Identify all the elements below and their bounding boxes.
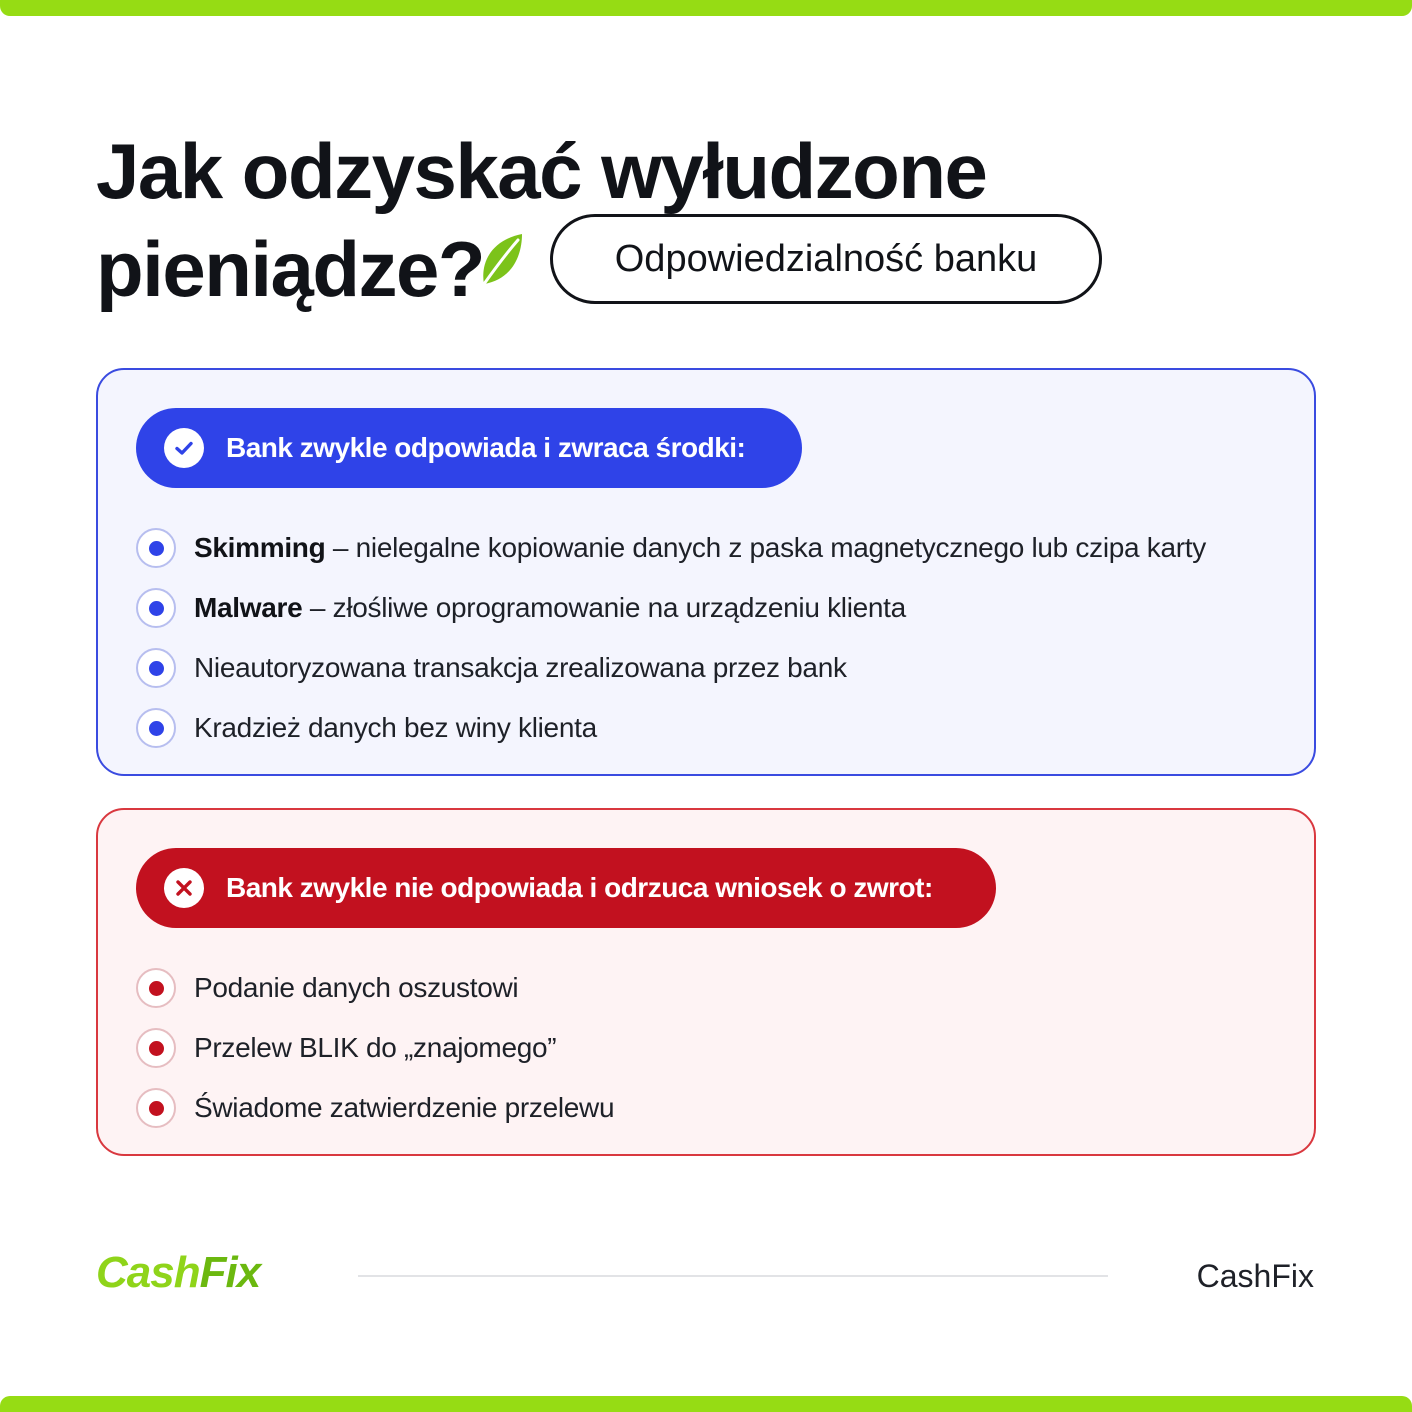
logo-part-fix: Fix (199, 1248, 261, 1297)
bottom-accent-bar (0, 1396, 1412, 1412)
bank-not-responsible-header (136, 848, 996, 928)
logo-part-cash: Cash (96, 1248, 200, 1297)
list-item (136, 1018, 614, 1078)
item-description: – nielegalne kopiowanie danych z paska magnetycznego lub czipa karty (325, 532, 1206, 563)
item-term: Malware (194, 592, 303, 623)
list-item (136, 638, 1206, 698)
x-icon (164, 868, 204, 908)
bank-not-responsible-header-text: Bank zwykle nie odpowiada i odrzuca wniosek o zwrot: (226, 872, 933, 903)
item-term: Skimming (194, 532, 326, 563)
bank-not-responsible-list (136, 958, 614, 1138)
bullet-icon (136, 1088, 176, 1128)
bullet-icon (136, 588, 176, 628)
item-description: – złośliwe oprogramowanie na urządzeniu klienta (302, 592, 906, 623)
leaf-icon (478, 232, 524, 288)
bank-not-responsible-card (96, 808, 1316, 1156)
title-line-2: pieniądze? (96, 225, 485, 313)
bullet-icon (136, 1028, 176, 1068)
item-description: Nieautoryzowana transakcja zrealizowana przez bank (194, 652, 847, 683)
bank-responsible-card (96, 368, 1316, 776)
topic-tag: Odpowiedzialność banku (550, 214, 1102, 304)
check-icon (164, 428, 204, 468)
item-description: Kradzież danych bez winy klienta (194, 712, 597, 743)
top-accent-bar (0, 0, 1412, 16)
item-description: Podanie danych oszustowi (194, 972, 519, 1003)
list-item (136, 518, 1206, 578)
bullet-icon (136, 968, 176, 1008)
bank-responsible-header (136, 408, 802, 488)
list-item (136, 1078, 614, 1138)
footer-brand-name: CashFix (1196, 1258, 1314, 1294)
cashfix-logo (96, 1248, 260, 1298)
list-item (136, 698, 1206, 758)
bank-responsible-list (136, 518, 1206, 758)
bank-responsible-header-text: Bank zwykle odpowiada i zwraca środki: (226, 432, 746, 463)
bullet-icon (136, 528, 176, 568)
bullet-icon (136, 648, 176, 688)
bullet-icon (136, 708, 176, 748)
list-item (136, 958, 614, 1018)
list-item (136, 578, 1206, 638)
item-description: Świadome zatwierdzenie przelewu (194, 1092, 615, 1123)
footer-divider (358, 1275, 1108, 1277)
item-description: Przelew BLIK do „znajomego” (194, 1032, 557, 1063)
title-line-1: Jak odzyskać wyłudzone (96, 127, 987, 215)
